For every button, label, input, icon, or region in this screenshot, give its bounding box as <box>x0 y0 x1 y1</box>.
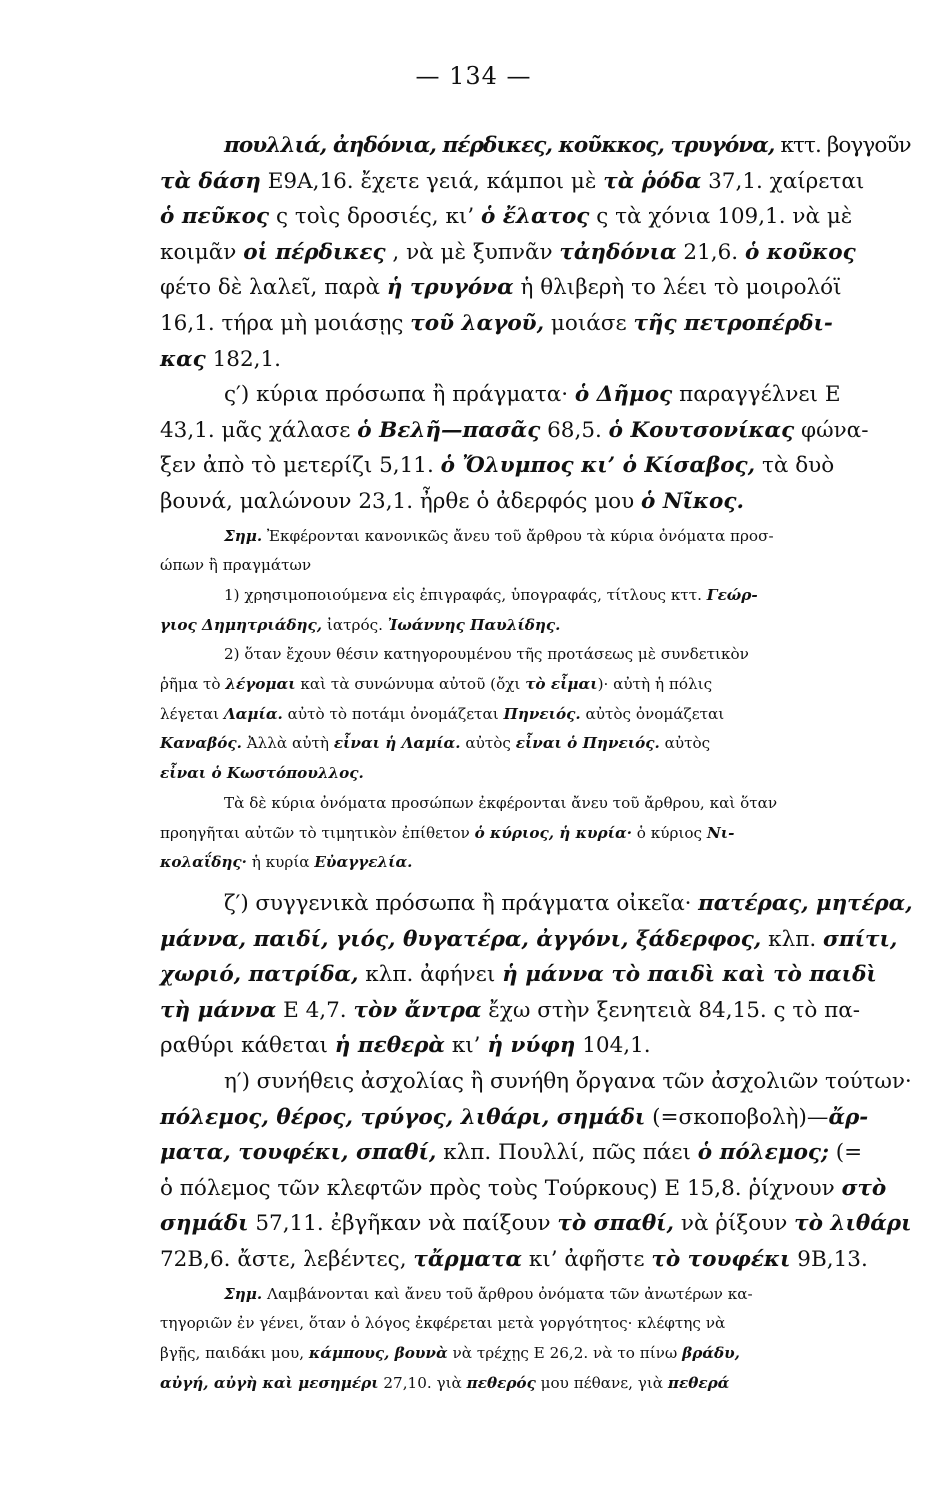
text-line <box>160 1100 912 1136</box>
text-run: κοιμᾶν <box>160 239 244 265</box>
text-run: 9Β,13. <box>790 1246 868 1272</box>
emphasized-term: ὁ κύριος, ἡ κυρία· <box>474 823 632 842</box>
emphasized-term: τοῦ λαγοῦ, <box>410 310 545 336</box>
text-run: ἰατρός. <box>322 615 388 634</box>
emphasized-term: τῆς πετροπέρδι- <box>633 310 833 336</box>
emphasized-term: ματα, τουφέκι, σπαθί, <box>160 1140 437 1166</box>
text-line <box>160 448 912 484</box>
note-proper-nouns-without-article <box>160 522 912 581</box>
text-line <box>160 700 912 730</box>
emphasized-term: Καναβός. <box>160 734 242 753</box>
text-line <box>160 1206 912 1242</box>
emphasized-term: Σημ. <box>224 526 263 545</box>
text-run: προηγῆται αὐτῶν τὸ τιμητικὸν ἐπίθετον <box>160 823 475 842</box>
text-run: κλπ. ἀφήνει <box>358 962 503 988</box>
text-run: 104,1. <box>575 1033 651 1059</box>
emphasized-term: Σημ. <box>224 1284 263 1303</box>
text-line <box>160 484 912 520</box>
emphasized-term: πόλεμος, θέρος, τρύγος, λιθάρι, σημάδι <box>160 1104 646 1130</box>
text-run: νὰ τρέχῃς Ε 26,2. νὰ το πίνω <box>447 1343 683 1362</box>
emphasized-term: γιος Δημητριάδης, <box>160 615 323 634</box>
emphasized-term: εἶναι ἡ Λαμία. <box>333 734 461 753</box>
emphasized-term: ὁ κοῦκος <box>744 239 856 265</box>
emphasized-term: πατέρας, μητέρα, <box>698 890 913 916</box>
text-line <box>160 1369 912 1399</box>
emphasized-term: σπίτι, <box>823 926 898 952</box>
emphasized-term: εἶναι ὁ Κωστόπουλλος. <box>160 764 364 783</box>
text-run: ἡ θλιβερὴ το λέει τὸ μοιρολόϊ <box>513 275 842 301</box>
text-run: ζ′) συγγενικὰ πρόσωπα ἢ πράγματα οἰκεῖα· <box>224 890 699 916</box>
text-run: τηγοριῶν ἐν γένει, ὅταν ὁ λόγος ἐκφέρεται μετὰ γοργότητος· κλέφτης νὰ <box>160 1314 726 1333</box>
text-line <box>160 1309 912 1339</box>
text-line <box>160 1064 912 1100</box>
text-run: αὐτὸ τὸ ποτάμι ὀνομάζεται <box>282 704 504 723</box>
emphasized-term: χωριό, πατρίδα, <box>160 962 359 988</box>
emphasized-term: Πηνειός. <box>503 704 581 723</box>
text-line <box>160 413 912 449</box>
text-line <box>160 270 912 306</box>
emphasized-term: τὴ μάννα <box>160 997 277 1023</box>
text-run: βουνά, μαλώνουν 23,1. ἦρθε ὁ ἀδερφός μου <box>160 488 642 514</box>
emphasized-term: πουλλιά, ἀηδόνια, πέρδικες, κοῦκκος, τρυγόνα, <box>224 133 775 158</box>
text-line <box>160 1028 912 1064</box>
text-line <box>160 199 912 235</box>
text-run: 16,1. τήρα μὴ μοιάσῃς <box>160 310 411 336</box>
text-line <box>160 848 912 878</box>
text-run: Λαμβάνονται καὶ ἄνευ τοῦ ἄρθρου ὀνόματα τῶν ἀνωτέρων κα- <box>262 1284 753 1303</box>
text-line <box>160 611 912 641</box>
text-run: (=σκοποβολὴ)— <box>645 1104 829 1130</box>
emphasized-term: ἡ πεθερὰ <box>334 1033 445 1059</box>
text-run: φώνα- <box>794 417 869 443</box>
emphasized-term: Νι- <box>706 823 735 842</box>
text-run: ὁ πόλεμος τῶν κλεφτῶν πρὸς τοὺς Τούρκους) Ε 15,8. ῥίχνουν <box>160 1175 842 1201</box>
text-run: 37,1. χαίρεται <box>701 168 865 194</box>
text-line <box>160 377 912 413</box>
emphasized-term: τἄρματα <box>413 1246 522 1272</box>
text-line <box>160 342 912 378</box>
text-run: ώπων ἢ πραγμάτων <box>160 556 312 575</box>
emphasized-term: Ἰωάννης Παυλίδης. <box>387 615 561 634</box>
emphasized-term: λέγομαι <box>225 675 296 694</box>
text-run: ὁ κύριος <box>631 823 707 842</box>
note-item-1-signatures <box>160 581 912 640</box>
text-run: ἡ κυρία <box>246 853 315 872</box>
text-run: η′) συνήθεις ἀσχολίας ἢ συνήθη ὄργανα τῶν ἀσχολιῶν τούτων· <box>224 1068 912 1094</box>
emphasized-term: βράδυ, <box>682 1343 740 1362</box>
paragraph-proper-nouns <box>160 377 912 519</box>
emphasized-term: ὁ Δῆμος <box>574 382 673 408</box>
text-run: νὰ ῥίξουν <box>674 1211 795 1237</box>
text-run: ς′) κύρια πρόσωπα ἢ πράγματα· <box>224 382 575 408</box>
emphasized-term: ὁ πόλεμος; <box>697 1140 829 1166</box>
text-run: 2) ὅταν ἔχουν θέσιν κατηγορουμένου τῆς προτάσεως μὲ συνδετικὸν <box>224 645 749 664</box>
text-run: Τὰ δὲ κύρια ὀνόματα προσώπων ἐκφέρονται ἄνευ τοῦ ἄρθρου, καὶ ὅταν <box>224 793 778 812</box>
text-run: ξεν ἀπὸ τὸ μετερίζι 5,11. <box>160 453 441 479</box>
emphasized-term: ὁ Κουτσονίκας <box>608 417 795 443</box>
text-run: ραθύρι κάθεται <box>160 1033 335 1059</box>
text-line <box>160 1339 912 1369</box>
text-run: , νὰ μὲ ξυπνᾶν <box>385 239 560 265</box>
emphasized-term: στὸ <box>841 1175 887 1201</box>
text-run: 72Β,6. ἄστε, λεβέντες, <box>160 1246 414 1272</box>
text-line <box>160 993 912 1029</box>
text-run: λέγεται <box>160 704 224 723</box>
text-line <box>160 1135 912 1171</box>
text-run: μοιάσε <box>544 310 634 336</box>
text-run: κι’ ἀφῆστε <box>522 1246 652 1272</box>
text-line <box>160 957 912 993</box>
text-run: 1) χρησιμοποιούμενα εἰς ἐπιγραφάς, ὑπογραφάς, τίτλους κττ. <box>224 585 707 604</box>
emphasized-term: οἱ πέρδικες <box>243 239 386 265</box>
text-run: κττ. βογγοῦν <box>774 133 911 158</box>
emphasized-term: τὸ τουφέκι <box>651 1246 791 1272</box>
text-line <box>160 640 912 670</box>
text-run: μου πέθανε, γιὰ <box>535 1373 668 1392</box>
emphasized-term: πεθερός <box>466 1373 536 1392</box>
text-line <box>160 886 912 922</box>
emphasized-term: ὁ Ὄλυμπος κι’ ὁ Κίσαβος, <box>440 453 756 479</box>
text-run: ς τοὶς δροσιές, κι’ <box>269 204 481 230</box>
emphasized-term: ἄρ- <box>828 1104 869 1130</box>
emphasized-term: ἡ μάννα τὸ παιδὶ καὶ τὸ παιδὶ <box>502 962 877 988</box>
text-line <box>160 235 912 271</box>
text-line <box>160 128 912 164</box>
text-run: Ἐκφέρονται κανονικῶς ἄνευ τοῦ ἄρθρου τὰ κύρια ὀνόματα προσ- <box>262 526 774 545</box>
text-run: Ε 4,7. <box>276 997 354 1023</box>
text-line <box>160 551 912 581</box>
text-run: κλπ. Πουλλί, πῶς πάει <box>436 1140 698 1166</box>
paragraph-birds-and-animals <box>160 128 912 377</box>
emphasized-term: κολαΐδης· <box>160 853 247 872</box>
emphasized-term: κας <box>160 346 206 372</box>
text-run: αὐτὸς <box>659 734 711 753</box>
text-line <box>160 759 912 789</box>
text-line <box>160 729 912 759</box>
emphasized-term: αὐγή, αὐγὴ καὶ μεσημέρι <box>160 1373 379 1392</box>
text-run: ἔχω στὴν ξενητειὰ 84,15. ς τὸ πα- <box>481 997 861 1023</box>
text-run: 182,1. <box>205 346 281 372</box>
paragraph-kinship-terms <box>160 886 912 1064</box>
emphasized-term: Εὐαγγελία. <box>314 853 413 872</box>
text-run: 43,1. μᾶς χάλασε <box>160 417 358 443</box>
emphasized-term: τἀηδόνια <box>559 239 677 265</box>
text-run: κι’ <box>444 1033 488 1059</box>
page-body <box>160 128 912 1398</box>
emphasized-term: τὸ λιθάρι <box>794 1211 912 1237</box>
text-line <box>160 670 912 700</box>
text-run: αὐτὸς ὀνομάζεται <box>580 704 725 723</box>
text-run: 68,5. <box>540 417 609 443</box>
page-number: — 134 — <box>415 62 532 90</box>
text-line <box>160 581 912 611</box>
text-run: καὶ τὰ συνώνυμα αὐτοῦ (ὄχι <box>295 675 526 694</box>
paragraph-occupations-tools <box>160 1064 912 1278</box>
text-run: Ε9Α,16. ἔχετε γειά, κάμποι μὲ <box>260 168 604 194</box>
text-line <box>160 819 912 849</box>
emphasized-term: ἡ τρυγόνα <box>386 275 514 301</box>
text-line <box>160 522 912 552</box>
emphasized-term: Λαμία. <box>223 704 283 723</box>
text-run: 27,10. γιὰ <box>378 1373 467 1392</box>
text-line <box>160 1171 912 1207</box>
text-line <box>160 164 912 200</box>
text-run: Ἀλλὰ αὐτὴ <box>241 734 334 753</box>
emphasized-term: τὸ εἶμαι <box>525 675 598 694</box>
emphasized-term: τὰ ῥόδα <box>603 168 702 194</box>
text-line <box>160 306 912 342</box>
emphasized-term: τὸ σπαθί, <box>557 1211 675 1237</box>
emphasized-term: τὰ δάση <box>160 168 261 194</box>
text-run: παραγγέλνει Ε <box>672 382 841 408</box>
emphasized-term: ὁ πεῦκος <box>160 204 270 230</box>
emphasized-term: εἶναι ὁ Πηνειός. <box>515 734 660 753</box>
text-run: 57,11. ἐβγῆκαν νὰ παίξουν <box>248 1211 558 1237</box>
emphasized-term: ὁ Βελῆ—πασᾶς <box>357 417 541 443</box>
emphasized-term: σημάδι <box>160 1211 249 1237</box>
emphasized-term: Γεώρ- <box>706 585 758 604</box>
text-run: φέτο δὲ λαλεῖ, παρὰ <box>160 275 387 301</box>
emphasized-term: ὁ Νῖκος. <box>641 488 744 514</box>
text-line <box>160 1242 912 1278</box>
emphasized-term: πεθερά <box>667 1373 730 1392</box>
emphasized-term: μάννα, παιδί, γιός, θυγατέρα, ἀγγόνι, ξάδερφος, <box>160 926 762 952</box>
emphasized-term: ὁ ἔλατος <box>480 204 590 230</box>
text-run: )· αὐτὴ ἡ πόλις <box>597 675 713 694</box>
text-run: (= <box>828 1140 863 1166</box>
text-line <box>160 789 912 819</box>
text-run: ῥῆμα τὸ <box>160 675 226 694</box>
text-run: ς τὰ χόνια 109,1. νὰ μὲ <box>589 204 853 230</box>
text-run: 21,6. <box>676 239 745 265</box>
text-run: κλπ. <box>761 926 823 952</box>
text-line <box>160 1280 912 1310</box>
note-item-2-predicate <box>160 640 912 789</box>
text-run: αὐτὸς <box>460 734 516 753</box>
note-categories-without-article <box>160 1280 912 1399</box>
emphasized-term: τὸν ἄντρα <box>353 997 482 1023</box>
text-run: τὰ δυὸ <box>755 453 835 479</box>
note-honorific-titles <box>160 789 912 878</box>
emphasized-term: κάμπους, βουνὰ <box>308 1343 448 1362</box>
text-run: βγῇς, παιδάκι μου, <box>160 1343 309 1362</box>
text-line <box>160 922 912 958</box>
emphasized-term: ἡ νύφη <box>487 1033 576 1059</box>
